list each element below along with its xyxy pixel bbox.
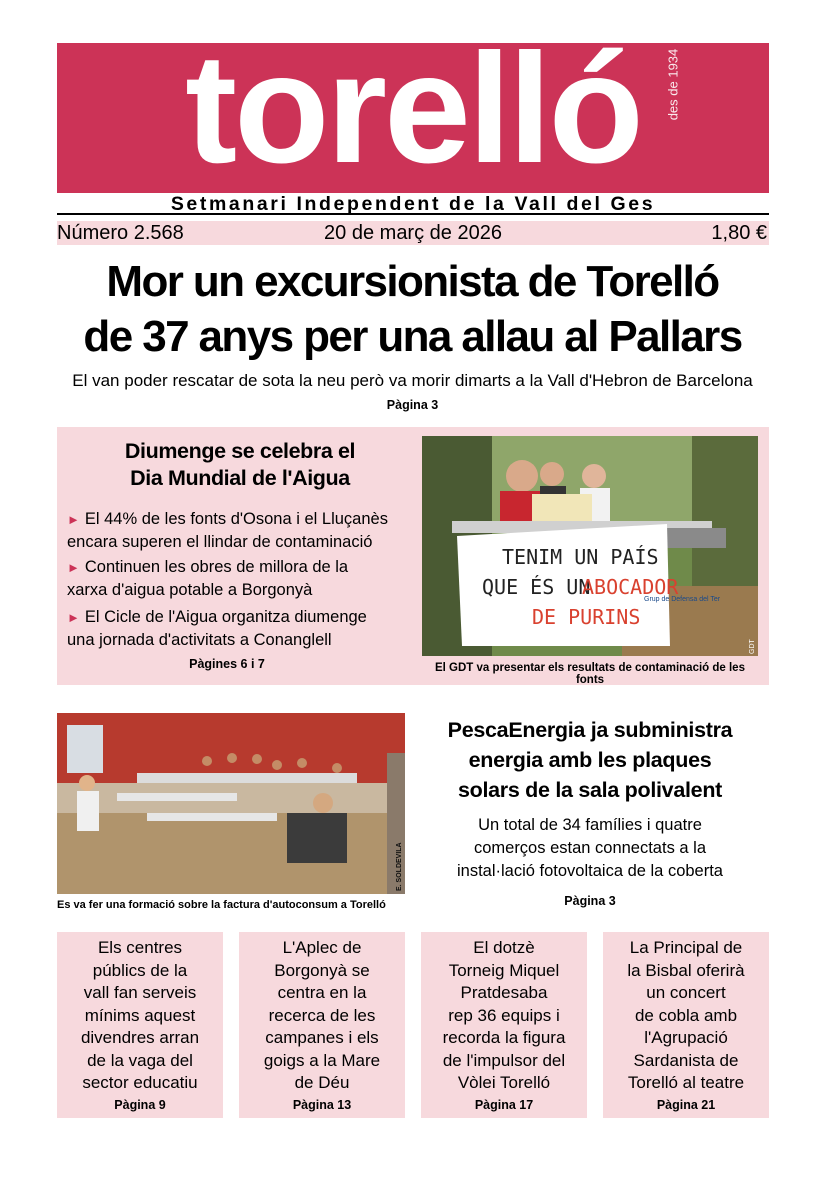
masthead (57, 43, 769, 193)
headline-line: energia amb les plaques (468, 748, 712, 772)
triangle-bullet-icon: ► (67, 610, 80, 625)
meeting-photo (57, 713, 405, 894)
main-subheadline: El van poder rescatar de sota la neu però va morir dimarts a la Vall d'Hebron de Barcelona (72, 371, 753, 390)
banner-text: DE PURINS (532, 605, 641, 629)
photo-caption: Es va fer una formació sobre la factura d'autoconsum a Torelló (57, 899, 386, 911)
teaser-text: La Principal de la Bisbal oferirà un concert de cobla amb l'Agrupació Sardanista de Torelló al teatre (627, 938, 745, 1092)
teaser-text: Els centres públics de la vall fan serveis mínims aquest divendres arran de la vaga del sector educatiu (80, 938, 200, 1092)
water-bullet[interactable]: ► El Cicle de l'Aigua organitza diumenge una jornada d'activitats a Conanglell (67, 608, 367, 649)
water-bullet[interactable]: ► El 44% de les fonts d'Osona i el Lluçanès encara superen el llindar de contaminació (67, 510, 388, 551)
water-headline[interactable] (80, 438, 400, 492)
triangle-bullet-icon: ► (67, 512, 80, 527)
tagline: Setmanari Independent de la Vall del Ges (57, 193, 769, 215)
page-reference: Pàgina 17 (474, 1098, 534, 1112)
energy-headline[interactable] (420, 715, 760, 805)
headline-line: Dia Mundial de l'Aigua (130, 466, 350, 490)
issue-price: 1,80 € (711, 222, 767, 244)
teaser-box[interactable] (239, 932, 405, 1118)
water-bullet[interactable]: ► Continuen les obres de millora de la xarxa d'aigua potable a Borgonyà (67, 558, 349, 599)
headline-line: de 37 anys per una allau al Pallars (83, 312, 742, 361)
page-reference: Pàgina 13 (292, 1098, 352, 1112)
headline-line: Mor un excursionista de Torelló (106, 257, 719, 306)
issue-date: 20 de març de 2026 (324, 222, 502, 244)
issue-info-bar (57, 221, 769, 245)
page-reference: Pàgina 21 (656, 1098, 716, 1112)
page-reference: Pàgina 9 (114, 1098, 166, 1112)
teaser-box[interactable] (57, 932, 223, 1118)
page-reference[interactable]: Pàgina 3 (564, 894, 616, 908)
teaser-text: L'Aplec de Borgonyà se centra en la recerca de les campanes i els goigs a la Mare de Déu (263, 938, 381, 1092)
founded-since: des de 1934 (665, 48, 681, 121)
triangle-bullet-icon: ► (67, 560, 80, 575)
photo-credit: E. SOLDEVILA (396, 842, 403, 891)
banner-text: QUE ÉS UN (482, 575, 591, 599)
banner-text: TENIM UN PAÍS (502, 545, 659, 569)
newspaper-logo: torelló (185, 43, 641, 193)
teaser-text: El dotzè Torneig Miquel Pratdesaba rep 36 equips i recorda la figura de l'impulsor del Vòlei Torelló (442, 938, 566, 1092)
headline-line: PescaEnergia ja subministra (447, 718, 733, 742)
page-reference[interactable]: Pàgines 6 i 7 (189, 657, 265, 671)
page-reference[interactable]: Pàgina 3 (386, 398, 439, 412)
headline-line: Diumenge se celebra el (124, 439, 356, 463)
photo-credit: GDT (749, 639, 756, 654)
teaser-box[interactable] (421, 932, 587, 1118)
photo-caption: El GDT va presentar els resultats de contaminació de les fonts (435, 662, 745, 686)
main-headline[interactable] (40, 254, 785, 364)
teaser-box[interactable] (603, 932, 769, 1118)
issue-number: Número 2.568 (57, 222, 184, 244)
headline-line: solars de la sala polivalent (457, 778, 723, 802)
banner-text: ABOCADOR (582, 575, 679, 599)
protest-photo (422, 436, 758, 656)
energy-subheadline: Un total de 34 famílies i quatre comerços estan connectats a la instal·lació fotovoltaica de la coberta (457, 816, 723, 880)
banner-logo-text: Grup de Defensa del Ter (644, 596, 721, 603)
